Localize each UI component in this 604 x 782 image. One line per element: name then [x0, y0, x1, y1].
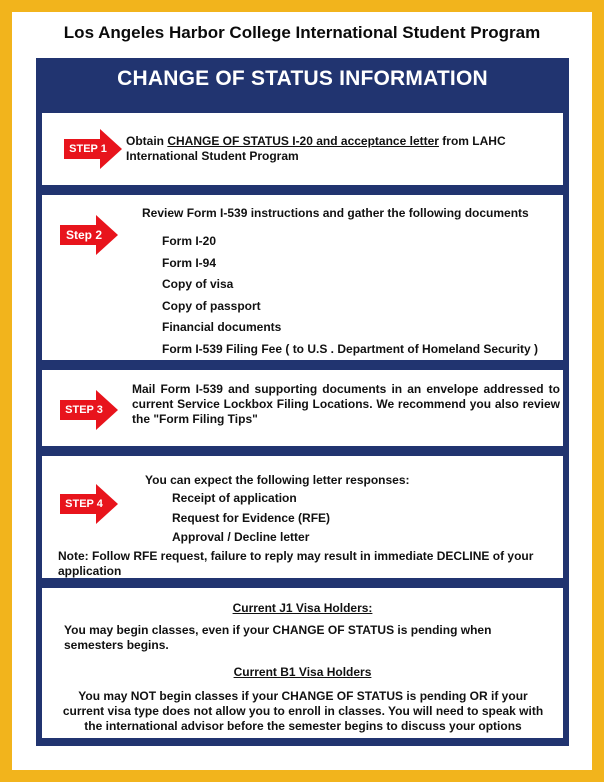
- info-frame: [36, 58, 569, 746]
- step-2-arrow: [60, 215, 118, 255]
- document-sheet: [12, 12, 592, 770]
- response-list: [172, 491, 330, 550]
- step-1-text-suffix: from LAHC International Student Program: [126, 134, 506, 163]
- step-3-label: STEP 3: [65, 404, 103, 416]
- step-1-text-prefix: Obtain: [126, 134, 168, 148]
- step-4-arrow: [60, 484, 118, 524]
- document-item: Form I-94: [162, 255, 217, 270]
- document-item: Financial documents: [162, 320, 282, 335]
- b1-heading: Current B1 Visa Holders: [233, 665, 372, 679]
- j1-heading: Current J1 Visa Holders:: [232, 601, 373, 615]
- step-4-note: Note: Follow RFE request, failure to reply may result in immediate DECLINE of your application: [58, 549, 534, 578]
- step-2-intro: Review Form I-539 instructions and gather the following documents: [142, 206, 529, 220]
- response-item: Request for Evidence (RFE): [172, 510, 331, 525]
- step-1-arrow: [64, 129, 122, 169]
- step-3-panel: [42, 370, 563, 446]
- step-1-text-underlined: CHANGE OF STATUS I-20 and acceptance letter: [167, 134, 439, 148]
- step-2-panel: [42, 195, 563, 360]
- step-4-label: STEP 4: [65, 498, 103, 510]
- step-1-label: STEP 1: [69, 143, 107, 155]
- visa-info-panel: [42, 588, 563, 738]
- document-list: [162, 234, 538, 364]
- step-2-label: Step 2: [65, 228, 102, 242]
- step-3-arrow: [60, 390, 118, 430]
- step-1-panel: [42, 113, 563, 185]
- step-4-intro: You can expect the following letter responses:: [145, 473, 410, 487]
- banner-title: CHANGE OF STATUS INFORMATION: [117, 67, 488, 90]
- step-3-text: Mail Form I-539 and supporting documents in an envelope addressed to current Service Lockbox Filing Locations. We recommend you also review the "Form Filing Tips": [132, 382, 560, 426]
- document-item: Form I-20: [162, 234, 217, 248]
- j1-text: You may begin classes, even if your CHANGE OF STATUS is pending when semesters begins.: [64, 623, 492, 652]
- b1-text: You may NOT begin classes if your CHANGE OF STATUS is pending OR if your current visa type does not allow you to enroll in classes. You will need to speak with the international advisor before the semester begins to discuss your options: [62, 689, 544, 733]
- document-item: Copy of passport: [162, 298, 261, 313]
- page-title: Los Angeles Harbor College International Student Program: [63, 23, 541, 42]
- response-item: Approval / Decline letter: [172, 530, 310, 544]
- response-item: Receipt of application: [172, 491, 297, 505]
- document-item: Form I-539 Filing Fee ( to U.S . Department of Homeland Security ): [162, 341, 539, 356]
- step-1-text: [126, 134, 546, 164]
- step-4-panel: [42, 456, 563, 578]
- document-item: Copy of visa: [162, 277, 234, 292]
